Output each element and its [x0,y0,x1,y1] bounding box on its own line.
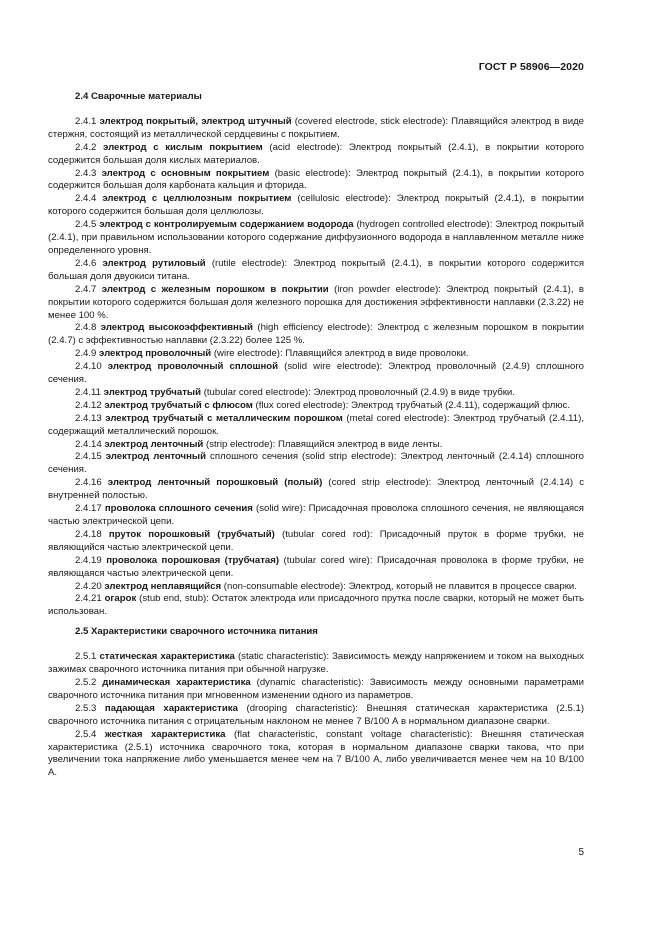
clause-number: 2.5.3 [75,702,97,714]
term-definition [48,677,584,703]
term-definition [48,168,584,194]
definition-text: (static characteristic): Зависимость между напряжением и током на выходных зажимах сварочного источника питания при обычной нагрузке. [48,651,584,676]
section-heading: 2.4 Сварочные материалы [75,91,202,102]
term-definition [48,451,584,477]
term-definition [48,322,584,348]
definition-text: (high efficiency electrode): Электрод с железным порошком в покрытии (2.4.7) с эффективностью наплавки (2.3.22) более 125 %. [48,322,585,347]
term: динамическая характеристика [102,676,251,688]
clause-number: 2.4.10 [75,361,102,373]
definition-text: (non-consumable electrode): Электрод, который не плавится в процессе сварки. [223,580,577,592]
term: жесткая характеристика [104,728,226,740]
term-definition [48,361,584,387]
definition-text: (rutile electrode): Электрод покрытый (2.4.1), в покрытии которого содержится большая доля двуокиси титана. [48,257,585,282]
section-heading: 2.5 Характеристики сварочного источника питания [75,626,318,638]
term: пруток порошковый (трубчатый) [108,528,275,540]
term: электрод трубчатый [103,386,202,398]
term: проволока порошковая (трубчатая) [106,554,280,566]
definition-text: (covered electrode, stick electrode): Плавящийся электрод в виде стержня, состоящий из металлической сердцевины с покрытием. [48,115,585,140]
definition-text: (metal cored electrode): Электрод трубчатый (2.4.11), содержащий металлический порошок. [48,412,584,437]
term-definition [48,258,584,284]
definition-text: (tubular cored rod): Присадочный пруток в форме трубки, не являющийся частью электрической цепи. [48,528,585,553]
term: статическая характеристика [99,651,235,663]
clause-number: 2.4.11 [75,386,101,398]
term: падающая характеристика [104,702,238,714]
definition-text: (flat characteristic, constant voltage characteristic): Внешняя статическая характеристика (2.5.1) источника сварочного тока, которая в нормальном диапазоне сварки такова, что при увеличении тока напряжение либо уменьшается менее чем на 7 В/100 А, либо увеличивается менее чем на 10 В/100 А. [48,728,584,779]
clause-number: 2.4.5 [75,219,97,231]
term: электрод ленточный [104,438,204,450]
clause-number: 2.4.1 [75,115,97,127]
definition-text: (dynamic characteristic): Зависимость между основными параметрами сварочного источника питания при мгновенном изменении одного из параметров. [48,676,584,701]
definition-text: (wire electrode): Плавящийся электрод в виде проволоки. [213,348,469,360]
clause-number: 2.4.13 [75,412,102,424]
section-paragraphs [48,116,584,619]
definition-text: (solid wire electrode): Электрод проволочный (2.4.9) сплошного сечения. [48,361,584,386]
term-definition [48,503,584,529]
definition-text: (drooping characteristic): Внешняя статическая характеристика (2.5.1) сварочного источника питания с отрицательным наклоном не менее 7 В/100 А в нормальном диапазоне сварки. [48,702,585,727]
term-definition [48,529,584,555]
term: проволока сплошного сечения [104,503,253,515]
term: огарок [104,593,137,605]
term: электрод ленточный [105,451,207,463]
term: электрод с железным порошком в покрытии [101,283,329,295]
term: электрод проволочный [99,348,212,360]
clause-number: 2.4.12 [75,399,102,411]
term-definition [48,581,584,594]
term-definition [48,387,584,400]
definition-text: сплошного сечения (solid strip electrode): Электрод ленточный (2.4.14) сплошного сечения. [48,451,584,476]
definition-text: (cellulosic electrode): Электрод покрытый (2.4.1), в покрытии которого содержится большая доля целлюлозы. [48,193,585,218]
term-definition [48,193,584,219]
term: электрод ленточный порошковый (полый) [107,477,323,489]
clause-number: 2.4.21 [75,593,102,605]
definition-text: (iron powder electrode): Электрод покрытый (2.4.1), в покрытии которого содержится большая доля железного порошка для достижения эффективности наплавки (2.3.22) не менее 100 %. [48,283,584,321]
term: электрод трубчатый с металлическим порошком [105,412,343,424]
term-definition [48,729,584,781]
term-definition [48,651,584,677]
clause-number: 2.4.2 [75,141,97,153]
definition-text: (tubular cored electrode): Электрод проволочный (2.4.9) в виде трубки. [203,386,515,398]
term-definition [48,593,584,619]
term-definition [48,284,584,323]
term-definition [48,142,584,168]
definition-text: (strip electrode): Плавящийся электрод в виде ленты. [206,438,443,450]
section-2-5 [48,626,584,780]
clause-number: 2.4.19 [75,554,102,566]
term-definition [48,116,584,142]
page-number: 5 [578,847,584,858]
term: электрод высокоэффективный [100,322,253,334]
term: электрод с целлюлозным покрытием [102,193,292,205]
term-definition [48,219,584,258]
definition-text: (tubular cored wire): Присадочная проволока в форме трубки, не являющаяся частью электрической цепи. [48,554,584,579]
definition-text: (flux cored electrode): Электрод трубчатый (2.4.11), содержащий флюс. [255,399,571,411]
clause-number: 2.4.16 [75,477,102,489]
clause-number: 2.5.1 [75,651,97,663]
term: электрод рутиловый [102,257,206,269]
clause-number: 2.4.6 [75,257,97,269]
clause-number: 2.4.14 [75,438,102,450]
clause-number: 2.5.4 [75,728,97,740]
term-definition [48,703,584,729]
term-definition [48,555,584,581]
clause-number: 2.4.7 [75,283,97,295]
standard-designation: ГОСТ Р 58906—2020 [478,61,584,73]
clause-number: 2.4.20 [75,580,102,592]
term-definition [48,413,584,439]
clause-number: 2.4.4 [75,193,97,205]
term: электрод с контролируемым содержанием водорода [99,219,354,231]
term: электрод неплавящийся [104,580,222,592]
term-definition [48,439,584,452]
term-definition [48,348,584,361]
definition-text: (cored strip electrode): Электрод ленточный (2.4.14) с внутренней полостью. [48,477,584,502]
term-definition [48,400,584,413]
clause-number: 2.5.2 [75,676,97,688]
section-paragraphs [48,651,584,780]
term: электрод с кислым покрытием [103,141,263,153]
definition-text: (solid wire): Присадочная проволока сплошного сечения, не являющаяся частью электрической цепи. [48,503,585,527]
term: электрод трубчатый с флюсом [104,399,253,411]
term-definition [48,477,584,503]
clause-number: 2.4.3 [75,167,97,179]
clause-number: 2.4.15 [75,451,102,463]
term: электрод проволочный сплошной [107,361,279,373]
term: электрод покрытый, электрод штучный [99,115,292,127]
definition-text: (hydrogen controlled electrode): Электрод покрытый (2.4.1), при правильном использовании которого содержание диффузионного водорода в наплавленном металле ниже определенного уровня. [48,219,584,256]
section-2-4 [48,91,584,619]
definition-text: (stub end, stub): Остаток электрода или присадочного прутка после сварки, который не может быть использован. [48,593,584,618]
definition-text: (basic electrode): Электрод покрытый (2.4.1), в покрытии которого содержится большая доля карбоната кальция и фторида. [48,167,585,192]
term: электрод с основным покрытием [101,167,270,179]
definition-text: (acid electrode): Электрод покрытый (2.4.1), в покрытии которого содержится большая доля кислых материалов. [48,141,584,166]
clause-number: 2.4.9 [75,348,97,360]
clause-number: 2.4.18 [75,528,102,540]
clause-number: 2.4.8 [75,322,97,334]
clause-number: 2.4.17 [75,503,102,515]
document-body [48,91,584,780]
